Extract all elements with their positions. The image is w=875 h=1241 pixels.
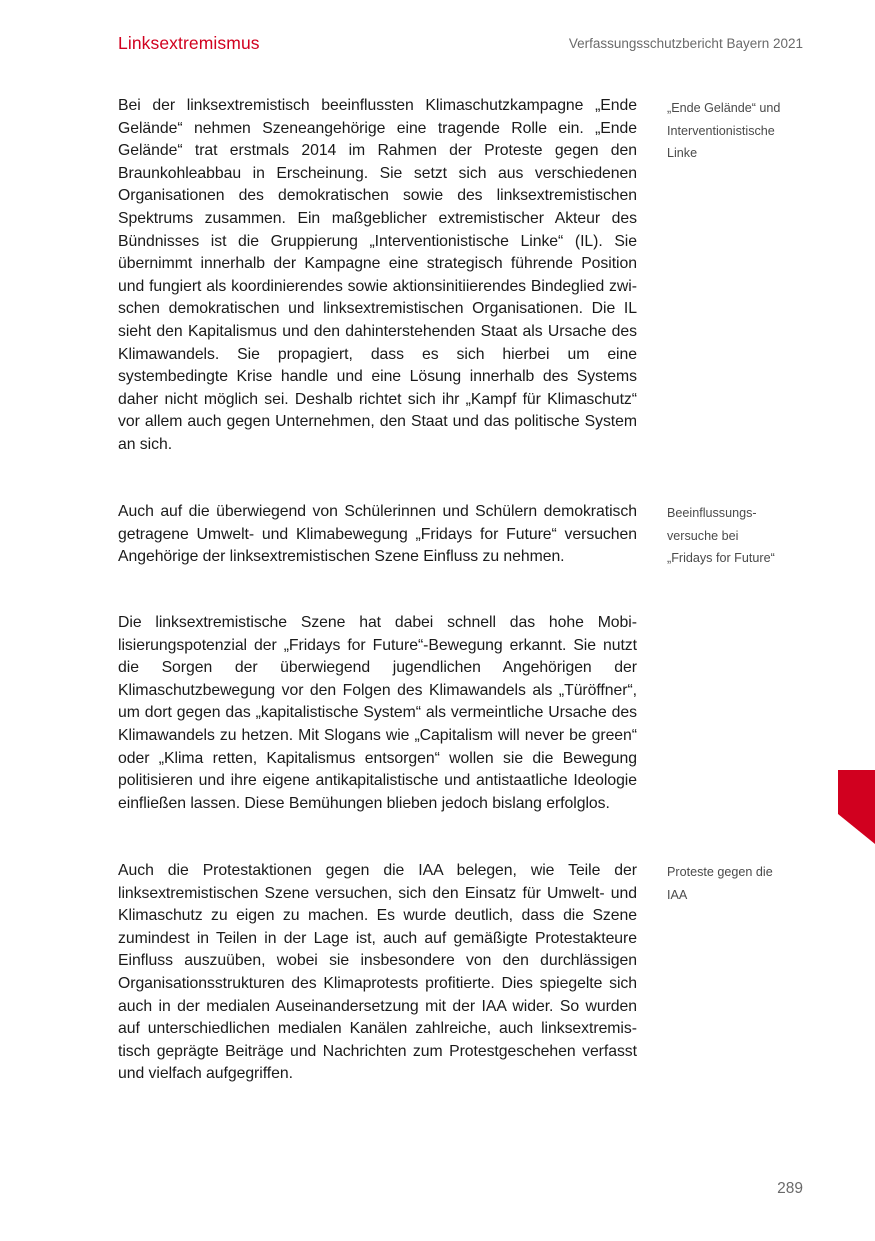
chapter-tab-marker — [838, 770, 875, 844]
margin-note-line: „Fridays for Future“ — [667, 551, 775, 566]
body-block-ende-gelaende — [118, 95, 637, 457]
margin-note-line: Proteste gegen die — [667, 865, 773, 879]
paragraph-fridays-intro: Auch auf die überwiegend von Schülerinnen und Schülern demokratisch getragene Umwelt- und Klimabewegung „Fridays for Future“ versuchen Angehörige der linksextremistischen Szene Einfluss zu nehmen. — [118, 503, 637, 566]
chapter-tab-shape — [838, 770, 875, 844]
margin-note-iaa — [667, 861, 817, 906]
running-header-report-title: Verfassungsschutzbericht Bayern 2021 — [568, 36, 803, 51]
paragraph-fridays-mobilisierung: Die linksextremistische Szene hat dabei schnell das hohe Mobilisierungspotenzial der „Fridays for Future“-Bewegung erkannt. Sie nutzt die Sorgen der überwiegend jugendlichen Angehörigen der Klimaschutzbewegung vor den Folgen des Klimawandels als „Türöffner“, um dort gegen das „kapitalistische System“ als vermeintliche Ursache des Klimawandels zu hetzen. Mit Slogans wie „Capitalism will never be green“ oder „Klima retten, Kapitalismus entsorgen“ wollen sie die Bewegung politisieren und ihre eigene antikapitalistische und antistaatliche Ideologie einfließen lassen. Diese Bemühungen blieben jedoch bislang erfolglos. — [118, 614, 637, 812]
paragraph-ende-gelaende: Bei der linksextremistisch beeinflussten Klimaschutzkampagne „Ende Gelände“ nehmen Szeneangehörige eine tragende Rolle ein. „Ende Gelände“ trat erstmals 2014 im Rahmen der Proteste gegen den Braunkohleabbau in Erscheinung. Sie setzt sich aus verschiedenen Organisationen des demokratischen sowie des linksextremistischen Spektrums zusammen. Ein maßgeblicher extremistischer Akteur des Bündnisses ist die Gruppierung „Interventionistische Linke“ (IL). Sie übernimmt innerhalb der Kampagne eine strategisch führende Position und fungiert als koordinierendes sowie aktionsinitiierendes Bindeglied zwischen demokratischen und linksextremistischen Organisationen. Die IL sieht den Kapitalismus und den dahinterstehenden Staat als Ursache des Klimawandels. Sie propagiert, dass es sich hierbei um eine systembedingte Krise handle und eine Lösung innerhalb des Systems daher nicht möglich sei. Deshalb richtet sich ihr „Kampf für Klimaschutz“ vor allem auch gegen Unternehmen, den Staat und das politische System an sich. — [118, 97, 637, 453]
body-block-fridays-mobilisierung — [118, 612, 637, 815]
page-number: 289 — [777, 1180, 803, 1197]
margin-note-line: Linke — [667, 146, 698, 161]
body-block-fridays-intro — [118, 501, 637, 569]
running-header-section: Linksextremismus — [118, 33, 260, 53]
margin-note-fridays — [667, 502, 817, 570]
margin-note-line: IAA — [667, 887, 688, 902]
margin-note-line: versuche bei — [667, 528, 739, 543]
margin-note-line: „Ende Gelände“ und — [667, 101, 781, 115]
margin-note-line: Beeinflussungs- — [667, 506, 757, 520]
margin-note-line: Interventionistische — [667, 123, 775, 138]
body-block-iaa — [118, 860, 637, 1086]
margin-note-ende-gelaende — [667, 97, 817, 165]
paragraph-iaa: Auch die Protestaktionen gegen die IAA belegen, wie Teile der linksextremistischen Szene versuchen, sich den Einsatz für Umwelt- und Klimaschutz zu eigen zu machen. Es wurde deutlich, dass die Szene zumindest in Teilen in der Lage ist, auch auf gemäßigte Protestakteure Einfluss auszuüben, wobei sie insbesondere von den durchlässigen Organisationsstrukturen des Klimaprotests profitierte. Dies spiegelte sich auch in der medialen Auseinandersetzung mit der IAA wider. So wurden auf unterschiedlichen medialen Kanälen zahlreiche, auch linksextremistisch geprägte Beiträge und Nachrichten zum Protestgeschehen verfasst und vielfach aufgegriffen. — [118, 862, 637, 1083]
